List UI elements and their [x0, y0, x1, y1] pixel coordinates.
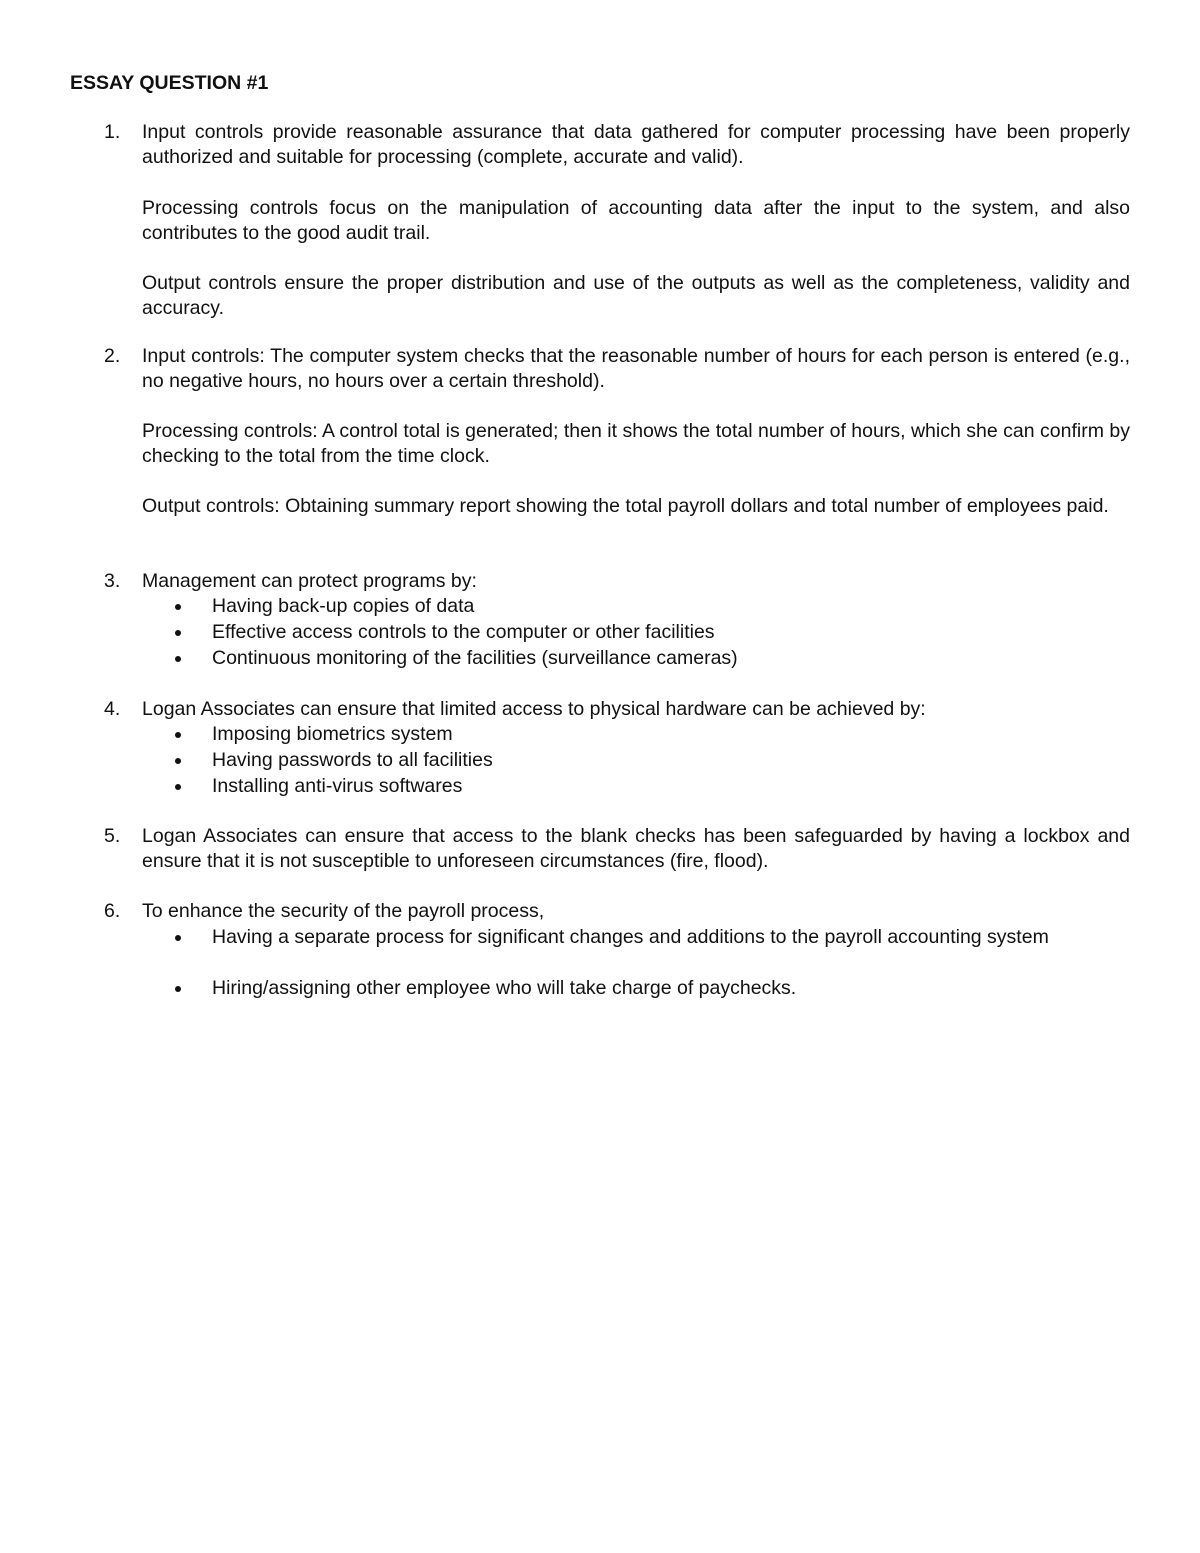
- bullet-icon: [175, 732, 181, 738]
- bullet-item: [0, 646, 1200, 672]
- item-number: 1.: [104, 121, 121, 143]
- item-paragraph: Logan Associates can ensure that access to the blank checks has been safeguarded by having a lockbox and ensure that it is not susceptible to unforeseen circumstances (fire, flood).: [142, 825, 1130, 872]
- bullet-list: [0, 594, 1200, 672]
- item-paragraph: Output controls: Obtaining summary report showing the total payroll dollars and total number of employees paid.: [142, 495, 1109, 517]
- bullet-text: Effective access controls to the computer or other facilities: [212, 621, 715, 643]
- bullet-text: Continuous monitoring of the facilities (surveillance cameras): [212, 647, 738, 669]
- item-paragraph: To enhance the security of the payroll process,: [142, 900, 545, 922]
- bullet-item: [0, 925, 1200, 976]
- bullet-text: Having passwords to all facilities: [212, 749, 493, 771]
- bullet-icon: [175, 784, 181, 790]
- page-title: ESSAY QUESTION #1: [70, 72, 269, 94]
- bullet-icon: [175, 604, 181, 610]
- bullet-icon: [175, 758, 181, 764]
- bullet-text: Installing anti-virus softwares: [212, 775, 463, 797]
- item-number: 4.: [104, 698, 121, 720]
- item-paragraph: Input controls: The computer system checks that the reasonable number of hours for each person is entered (e.g., no negative hours, no hours over a certain threshold).: [142, 345, 1130, 392]
- bullet-text: Having a separate process for significant changes and additions to the payroll accounting system: [212, 926, 1049, 948]
- bullet-item: [0, 774, 1200, 800]
- bullet-text: Having back-up copies of data: [212, 595, 475, 617]
- bullet-icon: [175, 630, 181, 636]
- item-paragraph: Management can protect programs by:: [142, 570, 477, 592]
- item-paragraph: Processing controls: A control total is generated; then it shows the total number of hours, which she can confirm by checking to the total from the time clock.: [142, 420, 1130, 467]
- item-number: 6.: [104, 900, 121, 922]
- bullet-item: [0, 976, 1200, 1002]
- bullet-list: [0, 925, 1200, 1002]
- item-paragraph: Logan Associates can ensure that limited access to physical hardware can be achieved by:: [142, 698, 926, 720]
- bullet-icon: [175, 986, 181, 992]
- bullet-item: [0, 594, 1200, 620]
- bullet-item: [0, 748, 1200, 774]
- bullet-icon: [175, 656, 181, 662]
- item-number: 2.: [104, 345, 121, 367]
- item-number: 5.: [104, 825, 121, 847]
- bullet-text: Imposing biometrics system: [212, 723, 453, 745]
- bullet-list: [0, 722, 1200, 800]
- item-number: 3.: [104, 570, 121, 592]
- item-paragraph: Input controls provide reasonable assurance that data gathered for computer processing have been properly authorized and suitable for processing (complete, accurate and valid).: [142, 121, 1130, 168]
- bullet-item: [0, 620, 1200, 646]
- bullet-text: Hiring/assigning other employee who will take charge of paychecks.: [212, 977, 797, 999]
- item-paragraph: Output controls ensure the proper distribution and use of the outputs as well as the completeness, validity and accuracy.: [142, 272, 1130, 319]
- bullet-item: [0, 722, 1200, 748]
- bullet-icon: [175, 935, 181, 941]
- item-paragraph: Processing controls focus on the manipulation of accounting data after the input to the system, and also contributes to the good audit trail.: [142, 197, 1130, 244]
